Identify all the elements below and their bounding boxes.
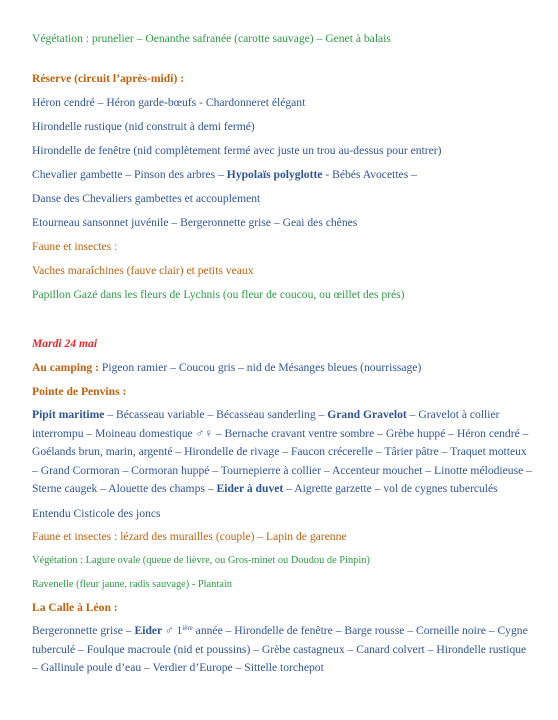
reserve-line-2: Hirondelle rustique (nid construit à demi fermé) (32, 120, 255, 133)
penvins-paragraph: Pipit maritime – Bécasseau variable – Bécasseau sanderling – Grand Gravelot – Gravelot à collier interrompu – Moineau domestique ♂♀ – Bernache cravant ventre sombre – Grèbe huppé – Héron cendré – Goélands brun, marin, argenté – Hirondelle de rivage – Faucon crécerelle – Târier pâtre – Traquet motteux – Grand Cormoran – Cormoran huppé – Tournepierre à collier – Accenteur mouchet – Linotte mélodieuse – Sterne caugek – Alouette des champs – Eider à duvet – Aigrette garzette – vol de cygnes tuberculés (32, 408, 532, 495)
reserve-heading: Réserve (circuit l’après-midi) : (32, 72, 185, 85)
reserve-line-1: Héron cendré – Héron garde-bœufs - Chardonneret élégant (32, 96, 306, 109)
faune-line-1: Vaches maraîchines (fauve clair) et petits veaux (32, 264, 254, 277)
date-heading: Mardi 24 mai (32, 337, 98, 350)
camping-line: Au camping : Pigeon ramier – Coucou gris – nid de Mésanges bleues (nourrissage) (32, 361, 422, 374)
ravenelle-line: Ravenelle (fleur jaune, radis sauvage) - Plantain (32, 579, 232, 590)
reserve-line-5: Danse des Chevaliers gambettes et accouplement (32, 192, 261, 205)
entendu-line: Entendu Cisticole des joncs (32, 507, 161, 520)
reserve-line-6: Etourneau sansonnet juvénile – Bergeronnette grise – Geai des chênes (32, 216, 358, 229)
papillon-line: Papillon Gazé dans les fleurs de Lychnis (ou fleur de coucou, ou œillet des prés) (32, 288, 405, 301)
vegetation-line-2: Végétation : Lagure ovale (queue de lièvre, ou Gros-minet ou Doudou de Pinpin) (32, 555, 370, 566)
reserve-line-4: Chevalier gambette – Pinson des arbres – Hypolaïs polyglotte - Bébés Avocettes – (32, 168, 417, 181)
faune-line-2: Faune et insectes : lézard des murailles (couple) – Lapin de garenne (32, 530, 347, 543)
calle-paragraph: Bergeronnette grise – Eider ♂ $1^{ière}$ année – Hirondelle de fenêtre – Barge rousse – Corneille noire – Cygne tuberculé – Foulque macroule (nid et poussins) – Grèbe castagneux – Canard colvert – Hirondelle rustique – Gallinule poule d’eau – Verdier d’Europe – Sittelle torchepot (32, 624, 528, 674)
penvins-heading: Pointe de Penvins : (32, 385, 127, 398)
vegetation-line-1: Végétation : prunelier – Oenanthe safranée (carotte sauvage) – Genet à balais (32, 32, 391, 45)
reserve-line-3: Hirondelle de fenêtre (nid complètement fermé avec juste un trou au-dessus pour entrer) (32, 144, 442, 157)
faune-label-1: Faune et insectes : (32, 240, 118, 253)
calle-heading: La Calle à Léon : (32, 601, 118, 614)
